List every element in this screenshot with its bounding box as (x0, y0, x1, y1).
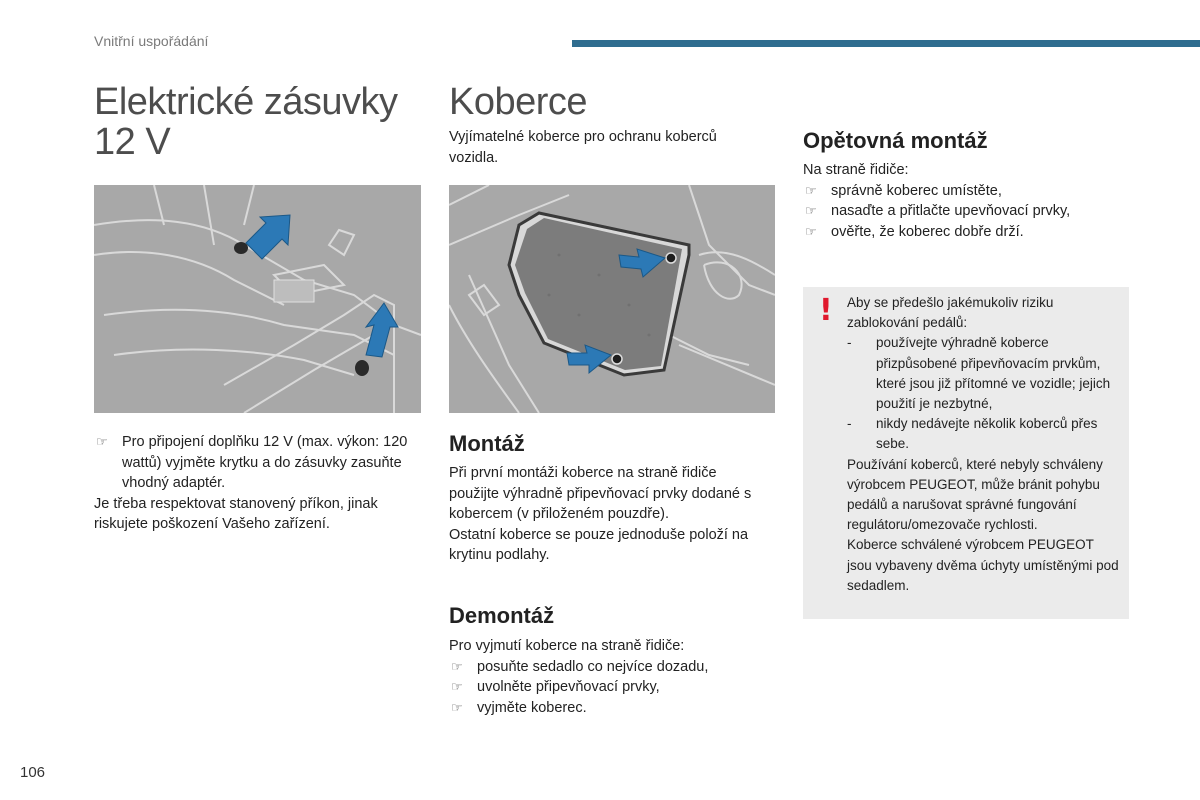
dismounting-steps (449, 657, 769, 719)
section-label: Vnitřní uspořádání (94, 33, 209, 49)
power-socket-bullets (94, 432, 414, 494)
power-socket-text (94, 432, 414, 535)
pointing-hand-icon: ☞ (805, 223, 817, 239)
warning-paragraph-1: Používání koberců, které nebyly schváleny výrobcem PEUGEOT, může bránit pohybu pedálů a narušovat správné fungování regulátoru/omezovače rychlosti. (847, 456, 1103, 533)
title-carpets: Koberce (449, 81, 588, 123)
title-line-1: Elektrické zásuvky (94, 81, 398, 123)
mounting-paragraph-2: Ostatní koberce se pouze jednoduše položí na krytinu podlahy. (449, 526, 749, 563)
list-item: ☞ posuňte sedadlo co nejvíce dozadu, (449, 657, 769, 678)
reinstall-heading: Opětovná montáž (803, 128, 988, 153)
power-socket-note: Je třeba respektovat stanovený příkon, jinak riskujete poškození Vašeho zařízení. (94, 495, 378, 532)
reinstall-text (803, 160, 1123, 242)
pointing-hand-icon: ☞ (805, 182, 817, 198)
power-socket-illustration (94, 185, 421, 413)
list-item: ☞ správně koberec umístěte, (803, 181, 1123, 202)
mounting-heading: Montáž (449, 431, 525, 456)
list-item: ☞ Pro připojení doplňku 12 V (max. výkon: 120 wattů) vyjměte krytku a do zásuvky zasuňte vhodný adaptér. (96, 434, 408, 491)
mounting-text (449, 463, 769, 566)
reinstall-intro: Na straně řidiče: (803, 162, 909, 178)
pointing-hand-icon: ☞ (451, 699, 463, 715)
dismounting-intro: Pro vyjmutí koberce na straně řidiče: (449, 638, 685, 654)
carpets-intro: Vyjímatelné koberce pro ochranu koberců vozidla. (449, 129, 717, 166)
warning-dash-item: - používejte výhradně koberce přizpůsobené připevňovacím prvkům, které jsou již přítomné ve vozidle; jejich použití je nezbytné, (847, 335, 1111, 412)
warning-paragraph-2: Koberce schválené výrobcem PEUGEOT jsou vybaveny dvěma úchyty umístěnými pod sedadlem. (847, 537, 1119, 593)
dismounting-text (449, 636, 769, 718)
list-item: ☞ vyjměte koberec. (449, 698, 769, 719)
warning-dash-item: - nikdy nedávejte několik koberců přes sebe. (847, 416, 1098, 452)
warning-icon: ! (819, 293, 833, 328)
warning-box (803, 287, 1129, 619)
page-number: 106 (20, 764, 46, 781)
reinstall-steps (803, 181, 1123, 243)
dismounting-heading: Demontáž (449, 603, 555, 628)
warning-intro: Aby se předešlo jakémukoliv riziku zablokování pedálů: (847, 295, 1054, 331)
pointing-hand-icon: ☞ (451, 679, 463, 694)
warning-text (847, 293, 1119, 596)
list-item: ☞ nasaďte a přitlačte upevňovací prvky, (803, 201, 1123, 222)
pointing-hand-icon: ☞ (96, 434, 108, 449)
mounting-paragraph-1: Při první montáži koberce na straně řidiče použijte výhradně připevňovací prvky dodané s kobercem (v přiloženém pouzdře). (449, 465, 752, 522)
title-power-sockets (94, 82, 398, 162)
list-item: ☞ ověřte, že koberec dobře drží. (803, 222, 1123, 243)
pointing-hand-icon: ☞ (451, 658, 463, 674)
header-rule (572, 40, 1200, 47)
floor-mat-illustration (449, 185, 775, 413)
pointing-hand-icon: ☞ (805, 203, 817, 218)
list-item: ☞ uvolněte připevňovací prvky, (449, 677, 769, 698)
title-line-2: 12 V (94, 121, 171, 163)
